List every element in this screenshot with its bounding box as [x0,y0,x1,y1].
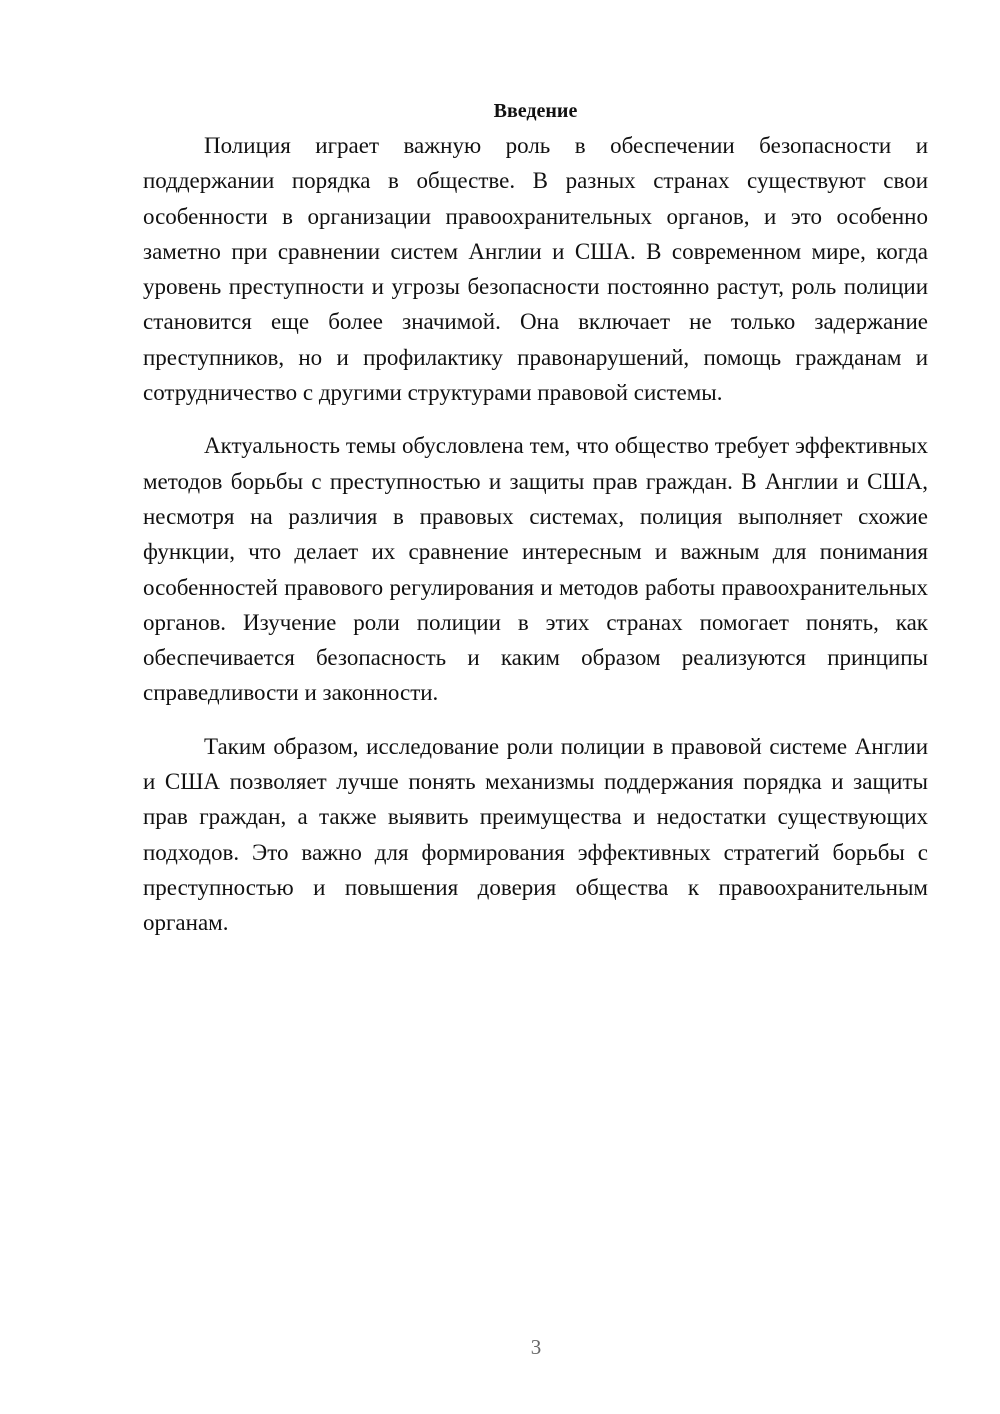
section-title: Введение [493,100,578,122]
paragraph-3: Таким образом, исследование роли полиции в правовой системе Англии и США позволяет лучше понять механизмы поддержания порядка и защиты прав граждан, а также выявить преимущества и недостатки существующих подходов. Это важно для формирования эффективных стратегий борьбы с преступностью и повышения доверия общества к правоохранительным органам. [143,733,928,936]
page-number: 3 [530,1335,542,1359]
paragraph-2: Актуальность темы обусловлена тем, что общество требует эффективных методов борьбы с преступностью и защиты прав граждан. В Англии и США, несмотря на различия в правовых системах, полиция выполняет схожие функции, что делает их сравнение интересным и важным для понимания особенностей правового регулирования и методов работы правоохранительных органов. Изучение роли полиции в этих странах помогает понять, как обеспечивается безопасность и каким образом реализуются принципы справедливости и законности. [143,433,928,706]
page-content [143,96,928,941]
paragraph-1: Полиция играет важную роль в обеспечении безопасности и поддержании порядка в обществе. В разных странах существуют свои особенности в организации правоохранительных органов, и это особенно заметно при сравнении систем Англии и США. В современном мире, когда уровень преступности и угрозы безопасности постоянно растут, роль полиции становится еще более значимой. Она включает не только задержание преступников, но и профилактику правонарушений, помощь гражданам и сотрудничество с другими структурами правовой системы. [143,133,928,406]
